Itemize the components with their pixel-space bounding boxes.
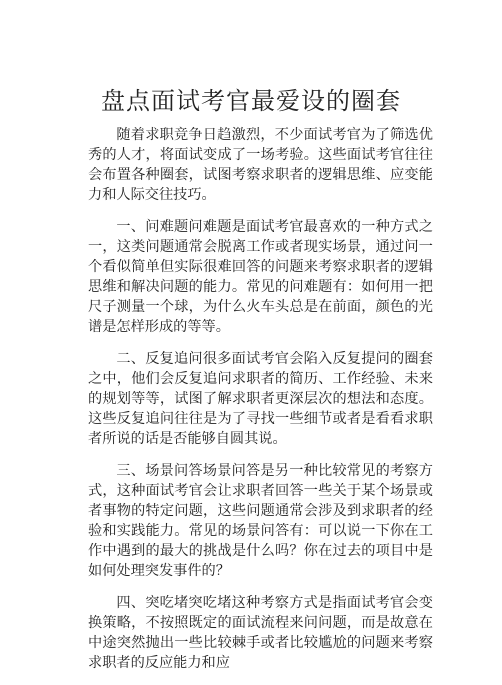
paragraph-section-2: 二、反复追问很多面试考官会陷入反复提问的圈套之中，他们会反复追问求职者的简历、工作经验、未来的规划等等，试图了解求职者更深层次的想法和态度。这些反复追问往往是为了寻找一些细节或者是看看求职者所说的话是否能够自圆其说。	[88, 351, 433, 447]
paragraph-section-3: 三、场景问答场景问答是另一种比较常见的考察方式，这种面试考官会让求职者回答一些关于某个场景或者事物的特定问题，这些问题通常会涉及到求职者的经验和实践能力。常见的场景问答有：可以说一下你在工作中遇到的最大的挑战是什么吗？你在过去的项目中是如何处理突发事件的？	[88, 463, 433, 579]
paragraph-intro: 随着求职竞争日趋激烈，不少面试考官为了筛选优秀的人才，将面试变成了一场考验。这些面试考官往往会布置各种圈套，试图考察求职者的逻辑思维、应变能力和人际交往技巧。	[88, 127, 433, 203]
document-title: 盘点面试考官最爱设的圈套	[101, 87, 401, 115]
paragraph-section-1: 一、问难题问难题是面试考官最喜欢的一种方式之一，这类问题通常会脱离工作或者现实场景，通过问一个看似简单但实际很难回答的问题来考察求职者的逻辑思维和解决问题的能力。常见的问难题有：如何用一把尺子测量一个球，为什么火车头总是在前面，颜色的光谱是怎样形成的等等。	[88, 219, 433, 335]
paragraph-section-4: 四、突吃堵突吃堵这种考察方式是指面试考官会变换策略，不按照既定的面试流程来问问题，而是故意在中途突然抛出一些比较棘手或者比较尴尬的问题来考察求职者的反应能力和应	[88, 595, 433, 671]
document-body	[88, 125, 433, 685]
